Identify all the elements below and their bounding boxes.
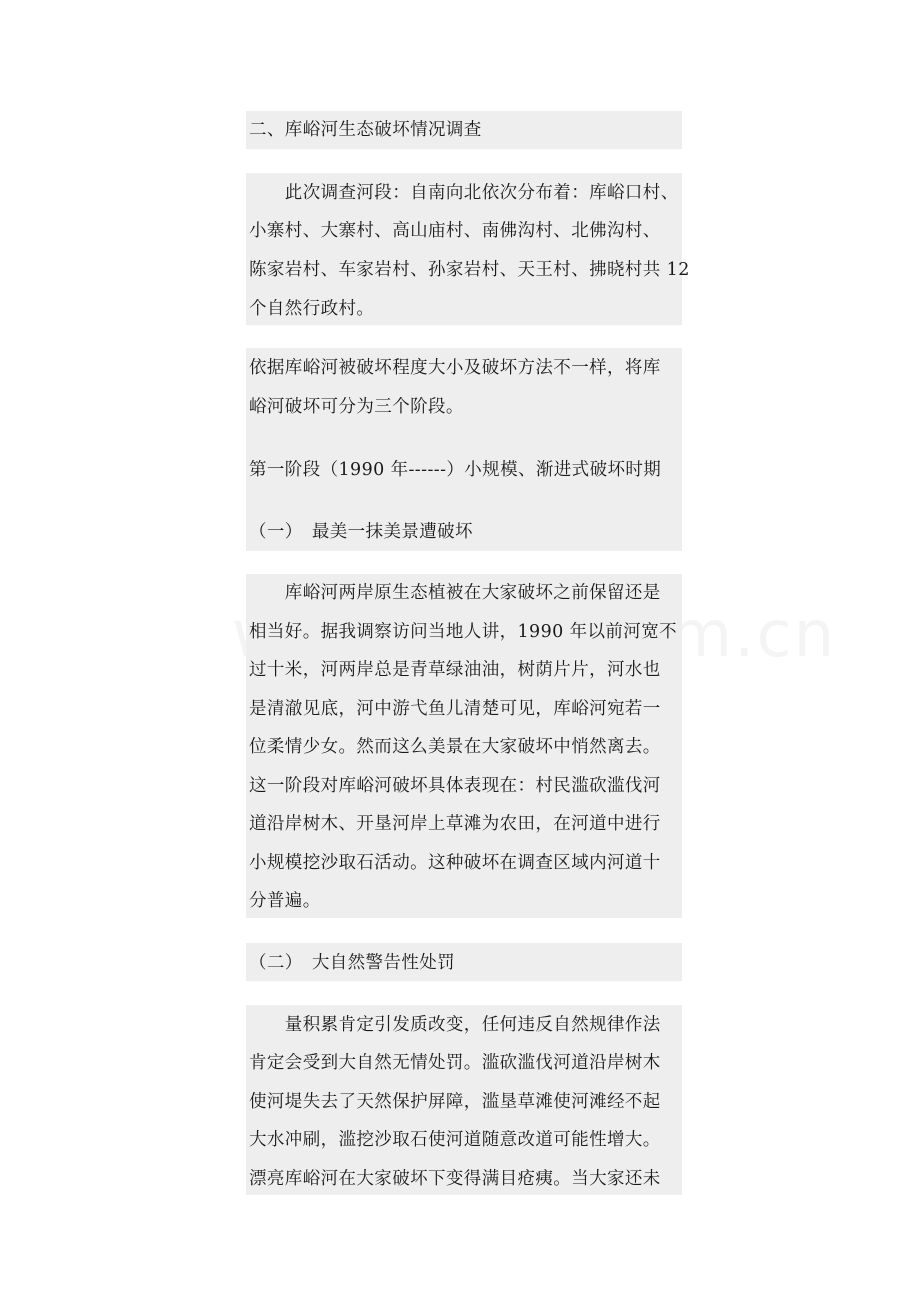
section2-line: 量积累肯定引发质改变，任何违反自然规律作法 [249,1015,661,1035]
survey-line: 小寨村、大寨村、高山庙村、南佛沟村、北佛沟村、 [249,221,661,241]
section1-line: 道沿岸树木、开垦河岸上草滩为农田，在河道中进行 [249,814,661,834]
stage-intro-line: 依据库峪河被破坏程度大小及破坏方法不一样，将库 [249,358,661,378]
section1-line: 相当好。据我调察访问当地人讲，1990 年以前河宽不 [249,622,677,642]
section1-line: 是清澈见底，河中游弋鱼儿清楚可见，库峪河宛若一 [249,699,661,719]
page-heading: 二、库峪河生态破坏情况调查 [249,120,482,140]
section1-line: 这一阶段对库峪河破坏具体表现在：村民滥砍滥伐河 [249,776,661,796]
section2-line: 大水冲刷，滥挖沙取石使河道随意改道可能性增大。 [249,1130,661,1150]
section1-line: 过十米，河两岸总是青草绿油油，树荫片片，河水也 [249,660,661,680]
section1-line: 库峪河两岸原生态植被在大家破坏之前保留还是 [249,583,661,603]
section1-line: 分普遍。 [249,891,321,911]
survey-line: 个自然行政村。 [249,299,375,319]
stage1-title: 第一阶段（1990 年------）小规模、渐进式破坏时期 [249,460,662,480]
section2-line: 漂亮库峪河在大家破坏下变得满目疮痍。当大家还未 [249,1169,661,1189]
section2-line: 肯定会受到大自然无情处罚。滥砍滥伐河道沿岸树木 [249,1053,661,1073]
survey-line: 此次调查河段：自南向北依次分布着：库峪口村、 [249,183,679,203]
stage-intro-line: 峪河破坏可分为三个阶段。 [249,397,464,417]
section1-title: （一） 最美一抹美景遭破坏 [249,522,473,542]
section1-line: 位柔情少女。然而这么美景在大家破坏中悄然离去。 [249,737,661,757]
section2-line: 使河堤失去了天然保护屏障，滥垦草滩使河滩经不起 [249,1092,661,1112]
section1-line: 小规模挖沙取石活动。这种破坏在调查区域内河道十 [249,853,661,873]
survey-line: 陈家岩村、车家岩村、孙家岩村、天王村、拂晓村共 12 [249,260,690,280]
section2-title: （二） 大自然警告性处罚 [249,953,456,973]
